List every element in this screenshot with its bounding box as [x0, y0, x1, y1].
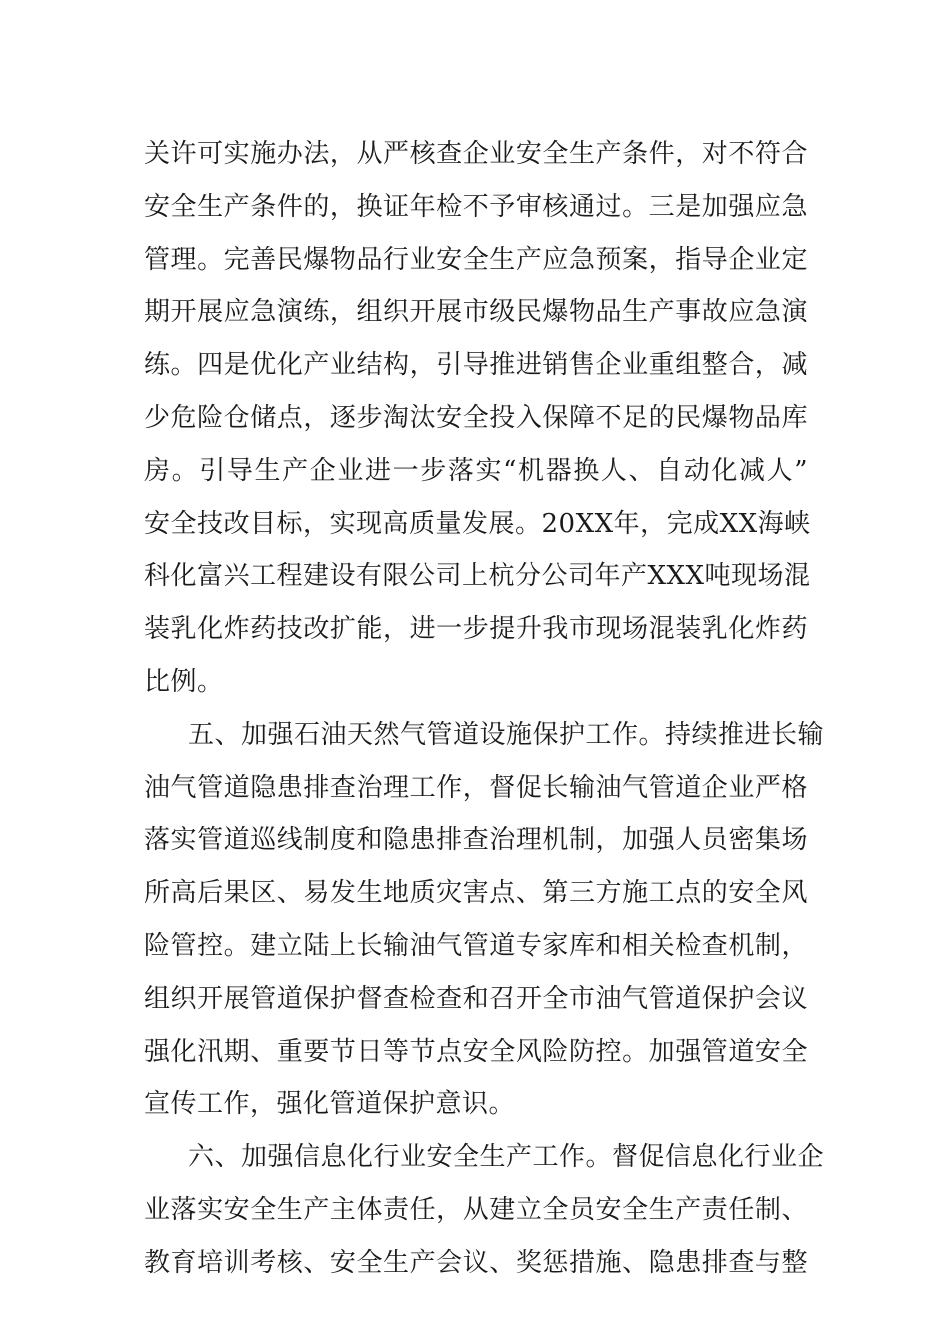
text-line: 少危险仓储点，逐步淘汰安全投入保障不足的民爆物品库: [144, 402, 808, 433]
text-line: 业落实安全生产主体责任，从建立全员安全生产责任制、: [144, 1194, 808, 1225]
text-line: 关许可实施办法，从严核查企业安全生产条件，对不符合: [144, 139, 808, 169]
text-line: 安全生产条件的，换证年检不予审核通过。三是加强应急: [144, 191, 808, 222]
text-line: 强化汛期、重要节日等节点安全风险防控。加强管道安全: [144, 1036, 808, 1067]
text-line: 险管控。建立陆上长输油气管道专家库和相关检查机制，: [144, 930, 808, 961]
text-line: 油气管道隐患排查治理工作，督促长输油气管道企业严格: [144, 772, 808, 803]
text-line: 比例。: [144, 666, 224, 697]
document-body: [144, 128, 825, 1290]
text-line: 宣传工作，强化管道保护意识。: [144, 1089, 516, 1120]
text-line: 落实管道巡线制度和隐患排查治理机制，加强人员密集场: [144, 825, 808, 856]
text-line: 所高后果区、易发生地质灾害点、第三方施工点的安全风: [144, 878, 808, 909]
text-line: 教育培训考核、安全生产会议、奖惩措施、隐患排查与整: [144, 1247, 808, 1278]
text-line: 房。引导生产企业进一步落实“机器换人、自动化减人”: [144, 455, 808, 486]
text-line: 练。四是优化产业结构，引导推进销售企业重组整合，减: [144, 350, 808, 381]
text-line: 安全技改目标，实现高质量发展。20XX年，完成XX海峡: [144, 508, 811, 539]
text-line: 组织开展管道保护督查检查和召开全市油气管道保护会议: [144, 983, 808, 1014]
text-line: 科化富兴工程建设有限公司上杭分公司年产XXX吨现场混: [144, 561, 811, 592]
section-five-heading-line: 五、加强石油天然气管道设施保护工作。持续推进长输: [188, 719, 825, 750]
section-six-heading-line: 六、加强信息化行业安全生产工作。督促信息化行业企: [188, 1142, 825, 1173]
text-line: 期开展应急演练，组织开展市级民爆物品生产事故应急演: [144, 297, 808, 328]
text-line: 管理。完善民爆物品行业安全生产应急预案，指导企业定: [144, 244, 808, 275]
text-line: 装乳化炸药技改扩能，进一步提升我市现场混装乳化炸药: [144, 614, 808, 645]
